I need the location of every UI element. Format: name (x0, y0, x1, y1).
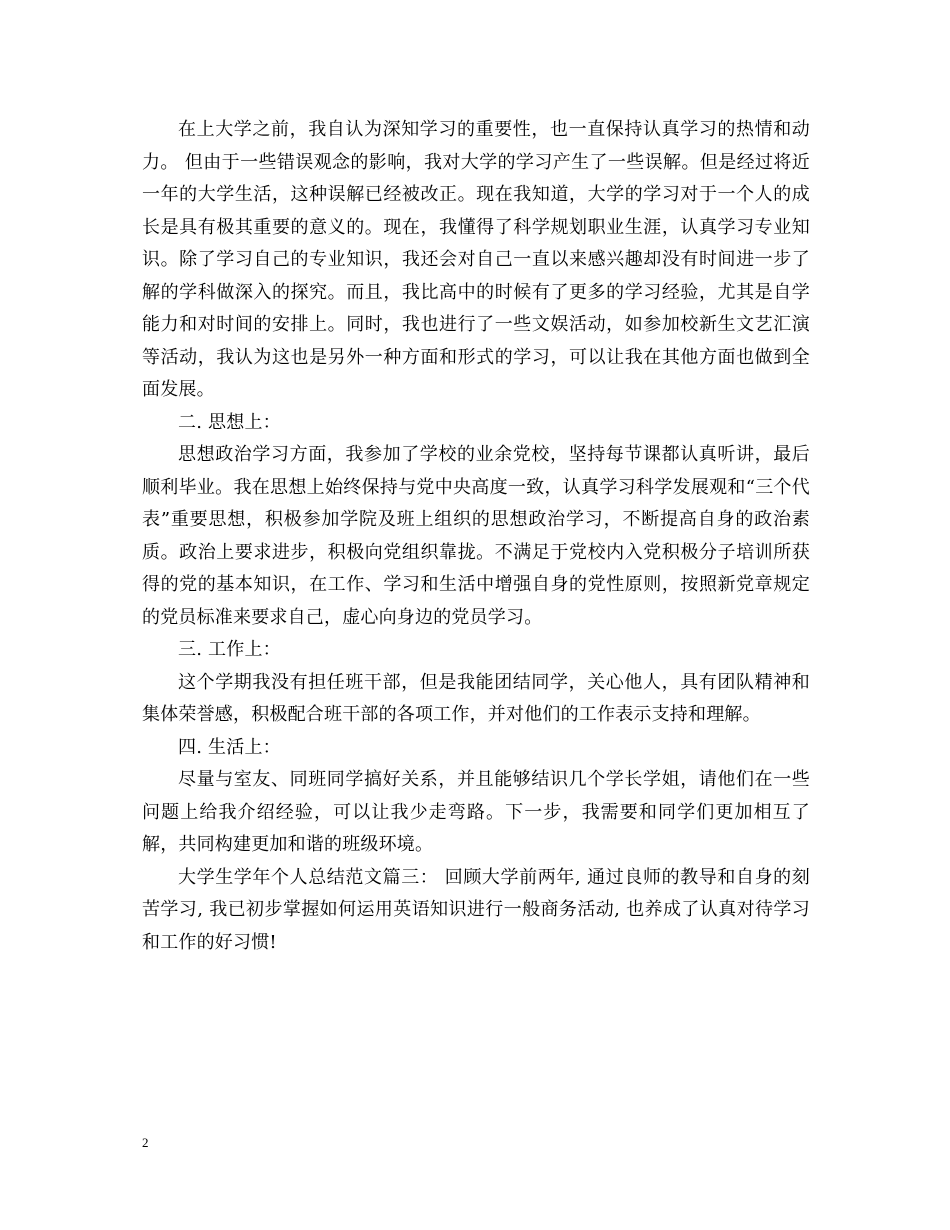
heading-work: 三. 工作上： (178, 639, 281, 660)
paragraph-thought: 思想政治学习方面，我参加了学校的业余党校，坚持每节课都认真听讲，最后顺利毕业。我在思想上始终保持与党中央高度一致，认真学习科学发展观和“三个代表”重要思想，积极参加学院及班上组织的思想政治学习，不断提高自身的政治素质。政治上要求进步，积极向党组织靠拢。不满足于党校内入党积极分子培训所获得的党的基本知识，在工作、学习和生活中增强自身的党性原则，按照新党章规定的党员标准来要求自己，虚心向身边的党员学习。 (142, 444, 810, 628)
paragraph-life: 尽量与室友、同班同学搞好关系，并且能够结识几个学长学姐，请他们在一些问题上给我介绍经验，可以让我少走弯路。下一步，我需要和同学们更加相互了解，共同构建更加和谐的班级环境。 (142, 769, 810, 855)
heading-life: 四. 生活上： (178, 736, 281, 758)
document-body (142, 114, 810, 959)
paragraph-work: 这个学期我没有担任班干部，但是我能团结同学，关心他人，具有团队精神和集体荣誉感，积极配合班干部的各项工作，并对他们的工作表示支持和理解。 (142, 671, 810, 725)
heading-thought: 二. 思想上： (178, 411, 281, 433)
paragraph-study: 在上大学之前，我自认为深知学习的重要性，也一直保持认真学习的热情和动力。 但由于一些错误观念的影响，我对大学的学习产生了一些误解。但是经过将近一年的大学生活，这种误解已经被改正。现在我知道，大学的学习对于一个人的成长是具有极其重要的意义的。现在，我懂得了科学规划职业生涯，认真学习专业知识。除了学习自己的专业知识，我还会对自己一直以来感兴趣却没有时间进一步了解的学科做深入的探究。而且，我比高中的时候有了更多的学习经验，尤其是自学能力和对时间的安排上。同时，我也进行了一些文娱活动，如参加校新生文艺汇演等活动，我认为这也是另外一种方面和形式的学习，可以让我在其他方面也做到全面发展。 (142, 119, 810, 400)
paragraph-review: 大学生学年个人总结范文篇三： 回顾大学前两年, 通过良师的教导和自身的刻苦学习, 我已初步掌握如何运用英语知识进行一般商务活动, 也养成了认真对待学习和工作的好习惯! (142, 866, 810, 953)
page-number: 2 (142, 1135, 149, 1150)
